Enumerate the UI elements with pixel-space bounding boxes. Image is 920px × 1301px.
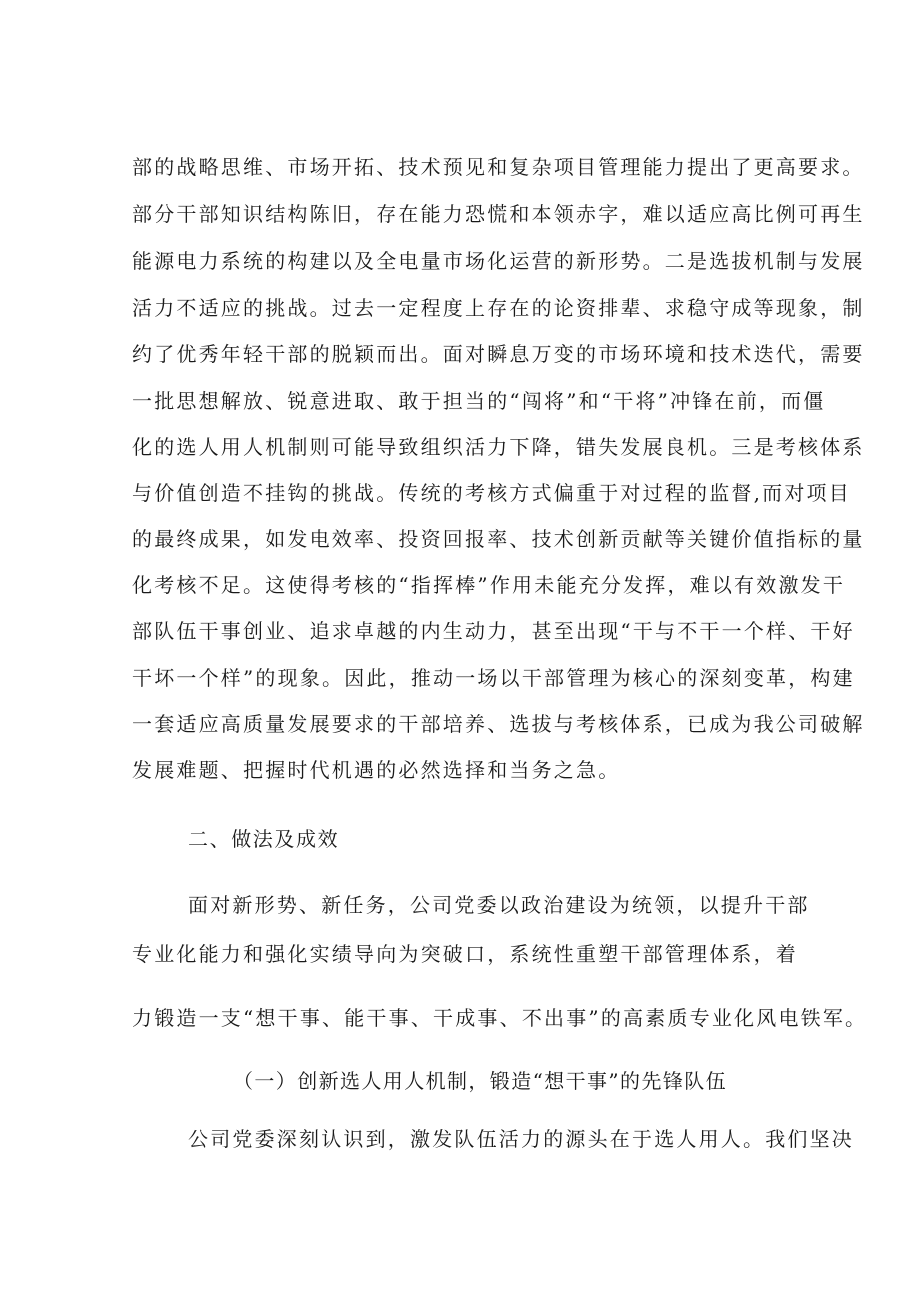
text-line: 化考核不足。这使得考核的“指挥棒”作用未能充分发挥，难以有效激发干: [132, 573, 846, 597]
text-line: 与价值创造不挂钩的挑战。传统的考核方式偏重于对过程的监督,而对项目: [132, 481, 851, 505]
text-line: 能源电力系统的构建以及全电量市场化运营的新形势。二是选拔机制与发展: [132, 249, 865, 273]
text-line: 公司党委深刻认识到，激发队伍活力的源头在于选人用人。我们坚决: [188, 1127, 854, 1151]
text-line: 部的战略思维、市场开拓、技术预见和复杂项目管理能力提出了更高要求。: [132, 155, 865, 179]
text-line: 的最终成果，如发电效率、投资回报率、技术创新贡献等关键价值指标的量: [132, 527, 865, 551]
text-line: 发展难题、把握时代机遇的必然选择和当务之急。: [132, 758, 621, 782]
text-line: 部分干部知识结构陈旧，存在能力恐慌和本领赤字，难以适应高比例可再生: [132, 202, 865, 226]
subsection-heading: （一）创新选人用人机制，锻造“想干事”的先锋队伍: [233, 1069, 728, 1093]
text-line: 一批思想解放、锐意进取、敢于担当的“闯将”和“干将”冲锋在前，而僵: [132, 389, 826, 413]
text-line: 约了优秀年轻干部的脱颖而出。面对瞬息万变的市场环境和技术迭代，需要: [132, 342, 865, 366]
text-line: 化的选人用人机制则可能导致组织活力下降，错失发展良机。三是考核体系: [132, 435, 865, 459]
text-line: 部队伍干事创业、追求卓越的内生动力，甚至出现“干与不干一个样、干好: [132, 619, 855, 643]
text-line: 面对新形势、新任务，公司党委以政治建设为统领，以提升干部: [188, 893, 810, 917]
text-line: 力锻造一支“想干事、能干事、干成事、不出事”的高素质专业化风电铁军。: [132, 1006, 868, 1030]
text-line: 干坏一个样”的现象。因此，推动一场以干部管理为核心的深刻变革，构建: [132, 666, 855, 690]
text-line: 一套适应高质量发展要求的干部培养、选拔与考核体系，已成为我公司破解: [132, 712, 865, 736]
text-line: 专业化能力和强化实绩导向为突破口，系统性重塑干部管理体系，着: [132, 942, 798, 966]
text-line: 活力不适应的挑战。过去一定程度上存在的论资排辈、求稳守成等现象，制: [132, 296, 865, 320]
section-heading: 二、做法及成效: [188, 827, 340, 851]
